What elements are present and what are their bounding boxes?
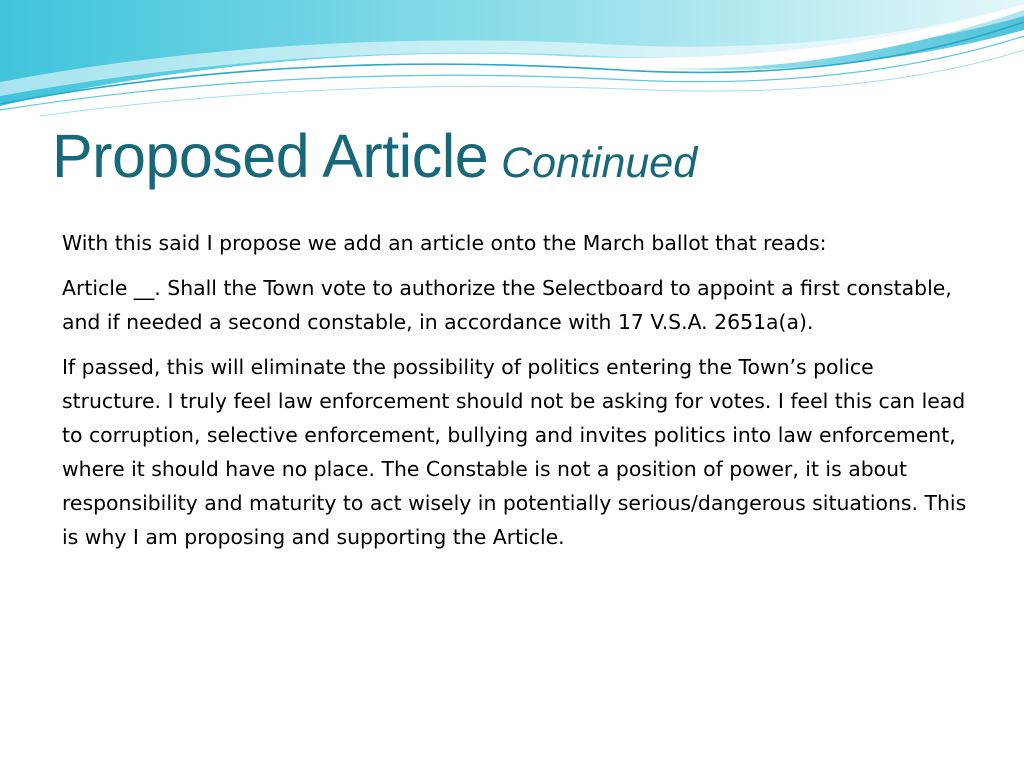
paragraph-article-text: Article __. Shall the Town vote to authorize the Selectboard to appoint a first constable, and if needed a second constable, in accordance with 17 V.S.A. 2651a(a). (62, 276, 952, 334)
slide-title-main: Proposed Article (52, 122, 489, 190)
slide-title-emphasis: Continued (501, 139, 698, 187)
slide-body (62, 226, 967, 565)
decorative-wave-header (0, 0, 1024, 130)
paragraph-intro: With this said I propose we add an article onto the March ballot that reads: (62, 231, 827, 255)
paragraph-rationale: If passed, this will eliminate the possibility of politics entering the Town’s police structure. I truly feel law enforcement should not be asking for votes. I feel this can lead to corruption, selective enforcement, bullying and invites politics into law enforcement, where it should have no place. The Constable is not a position of power, it is about responsibility and maturity to act wisely in potentially serious/dangerous situations. This is why I am proposing and supporting the Article. (62, 355, 967, 549)
slide-title (52, 122, 698, 190)
